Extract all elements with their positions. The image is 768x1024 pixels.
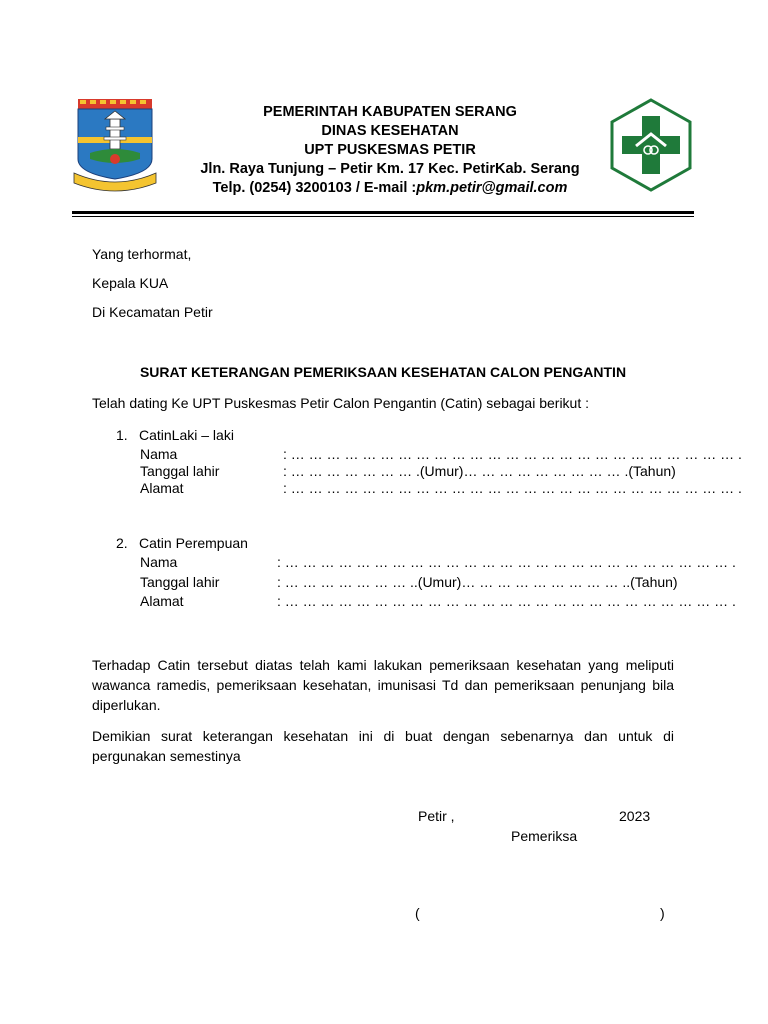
bride-number: 2. (116, 535, 128, 551)
contact-line (160, 179, 620, 198)
government-name: PEMERINTAH KABUPATEN SERANG (263, 104, 517, 120)
email-text: pkm.petir@gmail.com (416, 180, 568, 196)
groom-address-label: Alamat (140, 480, 184, 496)
header-divider-thin (72, 216, 694, 217)
closing-paragraph: Demikian surat keterangan kesehatan ini di buat dengan sebenarnya dan untuk di pergunakan semestinya (92, 728, 674, 764)
addressee-greeting: Yang terhormat, (92, 246, 192, 262)
document-title: SURAT KETERANGAN PEMERIKSAAN KESEHATAN CALON PENGANTIN (139, 364, 627, 380)
header-divider-thick (72, 211, 694, 214)
groom-name-field: : … … … … … … … … … … … … … … … … … … … … … … … … … . (283, 446, 742, 462)
bride-heading: Catin Perempuan (139, 535, 248, 551)
serang-regency-crest-logo (72, 97, 158, 197)
bride-name-field: : … … … … … … … … … … … … … … … … … … … … … … … … … . (277, 554, 736, 570)
signature-year: 2023 (619, 808, 651, 824)
department-name: DINAS KESEHATAN (321, 123, 459, 139)
groom-dob-field: : … … … … … … … .(Umur)… … … … … … … … … .(Tahun) (283, 463, 676, 479)
puskesmas-logo (610, 98, 692, 192)
signature-paren-close: ) (660, 905, 665, 921)
phone-text: Telp. (0254) 3200103 / E-mail : (212, 180, 417, 196)
examination-paragraph: Terhadap Catin tersebut diatas telah kami lakukan pemeriksaan kesehatan yang meliputi wawanca ramedis, pemeriksaan kesehatan, imunisasi Td dan pemeriksaan penunjang bila diperlukan. (92, 657, 674, 713)
signature-paren-open: ( (415, 905, 420, 921)
addressee-location: Di Kecamatan Petir (92, 304, 213, 320)
addressee-title: Kepala KUA (92, 275, 169, 291)
letterhead (160, 103, 620, 198)
health-center-name: UPT PUSKESMAS PETIR (304, 142, 476, 158)
bride-dob-field: : … … … … … … … ..(Umur)… … … … … … … … … ..(Tahun) (277, 574, 678, 590)
signature-place: Petir , (418, 808, 455, 824)
bride-dob-label: Tanggal lahir (140, 574, 220, 590)
groom-address-field: : … … … … … … … … … … … … … … … … … … … … … … … … … . (283, 480, 742, 496)
intro-text: Telah dating Ke UPT Puskesmas Petir Calon Pengantin (Catin) sebagai berikut : (92, 395, 590, 411)
groom-heading: CatinLaki – laki (139, 427, 234, 443)
bride-address-label: Alamat (140, 593, 184, 609)
groom-dob-label: Tanggal lahir (140, 463, 220, 479)
bride-name-label: Nama (140, 554, 178, 570)
examiner-role: Pemeriksa (511, 828, 578, 844)
address-line: Jln. Raya Tunjung – Petir Km. 17 Kec. PetirKab. Serang (200, 161, 580, 177)
groom-number: 1. (116, 427, 128, 443)
bride-address-field: : … … … … … … … … … … … … … … … … … … … … … … … … … . (277, 593, 736, 609)
groom-name-label: Nama (140, 446, 178, 462)
